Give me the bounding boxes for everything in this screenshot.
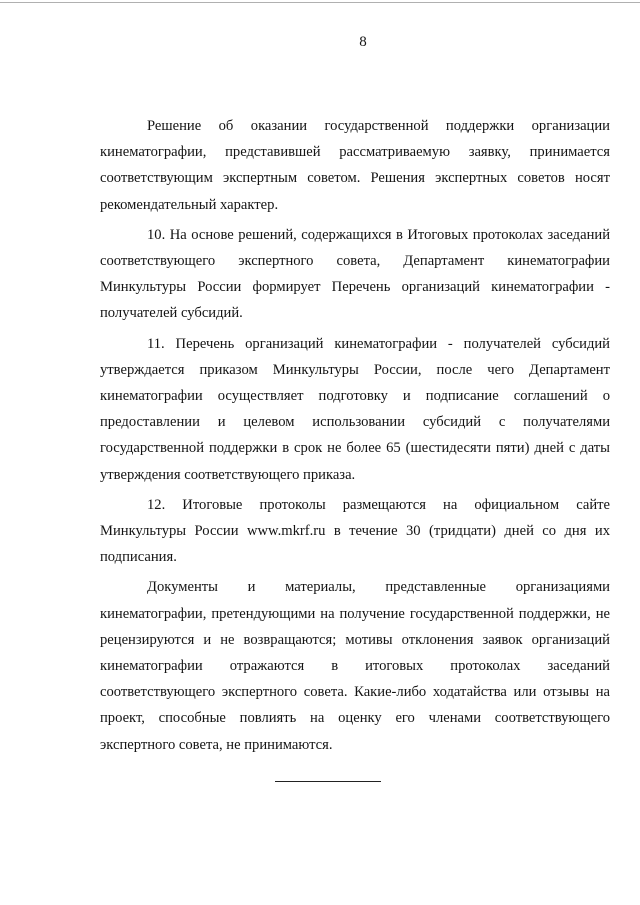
paragraph-12: 12. Итоговые протоколы размещаются на официальном сайте Минкультуры России www.mkrf.ru в течение 30 (тридцати) дней со дня их подписания. [100, 496, 610, 566]
body-text [100, 113, 610, 762]
paragraph-decision: Решение об оказании государственной поддержки организации кинематографии, представившей рассматриваемую заявку, принимается соответствующим экспертным советом. Решения экспертных советов носят рекомендательный характер. [100, 118, 610, 213]
scan-top-edge [0, 2, 640, 3]
paragraph-10: 10. На основе решений, содержащихся в Итоговых протоколах заседаний соответствующего экспертного совета, Департамент кинематографии Минкультуры России формирует Перечень организаций кинематографии - получателей субсидий. [100, 226, 610, 322]
end-of-text-rule [275, 781, 381, 782]
page-number: 8 [359, 34, 367, 50]
paragraph-11: 11. Перечень организаций кинематографии - получателей субсидий утверждается приказом Минкультуры России, после чего Департамент кинематографии осуществляет подготовку и подписание соглашений о предоставлении и целевом использовании субсидий с получателями государственной поддержки в срок не более 65 (шестидесяти пяти) дней с даты утверждения соответствующего приказа. [100, 335, 610, 483]
paragraph-documents: Документы и материалы, представленные организациями кинематографии, претендующими на получение государственной поддержки, не рецензируются и не возвращаются; мотивы отклонения заявок организаций кинематографии отражаются в итоговых протоколах заседаний соответствующего экспертного совета. Какие-либо ходатайства или отзывы на проект, способные повлиять на оценку его членами соответствующего экспертного совета, не принимаются. [100, 579, 610, 753]
